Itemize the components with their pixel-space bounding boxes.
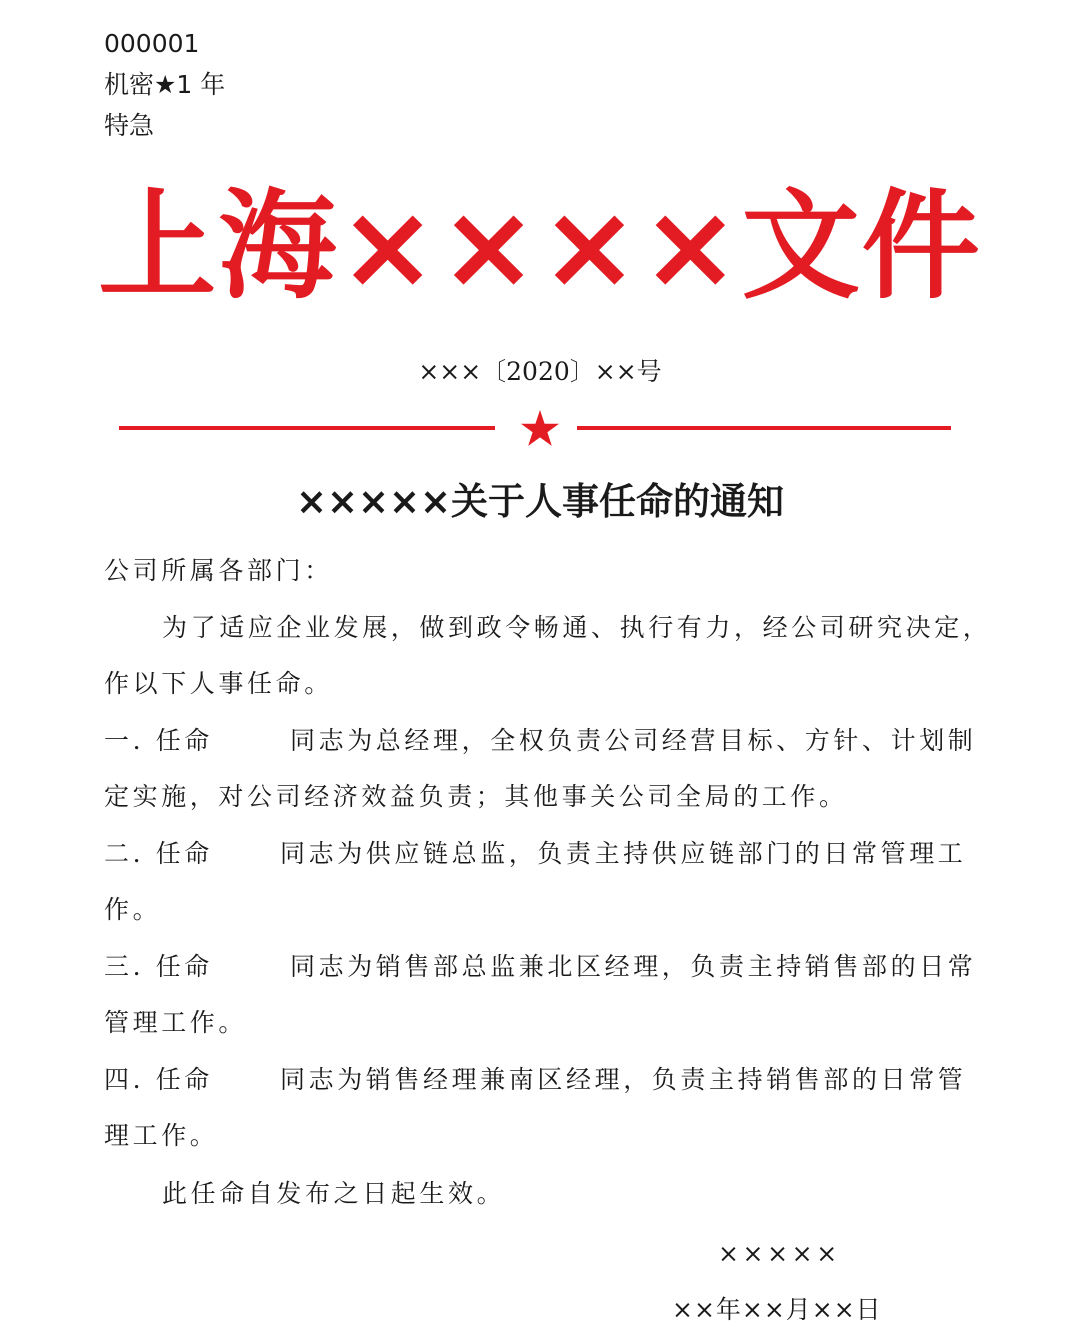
issue-date: ××年××月××日 bbox=[672, 1295, 882, 1324]
signing-organization: ××××× bbox=[718, 1239, 841, 1268]
appointment-item-text: 管理工作。 bbox=[104, 1008, 248, 1037]
appointment-item-label: 四. 任命 bbox=[104, 1065, 213, 1094]
serial-number: 000001 bbox=[104, 29, 200, 58]
appointment-item-text: 同志为销售经理兼南区经理，负责主持销售部的日常管 bbox=[280, 1065, 967, 1094]
appointment-item-text: 同志为供应链总监，负责主持供应链部门的日常管理工 bbox=[280, 839, 967, 868]
salutation: 公司所属各部门： bbox=[104, 556, 333, 585]
appointment-item-label: 一. 任命 bbox=[104, 726, 213, 755]
appointment-item-text: 理工作。 bbox=[104, 1121, 219, 1150]
issuing-organization-title: 上海××××文件 bbox=[98, 177, 982, 315]
red-separator-left bbox=[119, 426, 495, 430]
appointment-item-text: 同志为销售部总监兼北区经理，负责主持销售部的日常 bbox=[290, 952, 977, 981]
document-number: ×××〔2020〕××号 bbox=[418, 357, 662, 386]
intro-paragraph-line: 为了适应企业发展，做到政令畅通、执行有力，经公司研究决定， bbox=[162, 613, 992, 642]
urgency-level: 特急 bbox=[104, 111, 155, 140]
red-star-icon bbox=[519, 407, 561, 449]
effective-statement: 此任命自发布之日起生效。 bbox=[162, 1179, 506, 1208]
secrecy-level: 机密★1 年 bbox=[104, 70, 226, 99]
red-separator-right bbox=[577, 426, 951, 430]
notice-title: ×××××关于人事任命的通知 bbox=[295, 480, 784, 523]
appointment-item-text: 作。 bbox=[104, 895, 162, 924]
appointment-item-text: 同志为总经理，全权负责公司经营目标、方针、计划制 bbox=[290, 726, 977, 755]
appointment-item-label: 二. 任命 bbox=[104, 839, 213, 868]
appointment-item-text: 定实施，对公司经济效益负责；其他事关公司全局的工作。 bbox=[104, 782, 848, 811]
intro-paragraph-line: 作以下人事任命。 bbox=[104, 669, 333, 698]
appointment-item-label: 三. 任命 bbox=[104, 952, 213, 981]
